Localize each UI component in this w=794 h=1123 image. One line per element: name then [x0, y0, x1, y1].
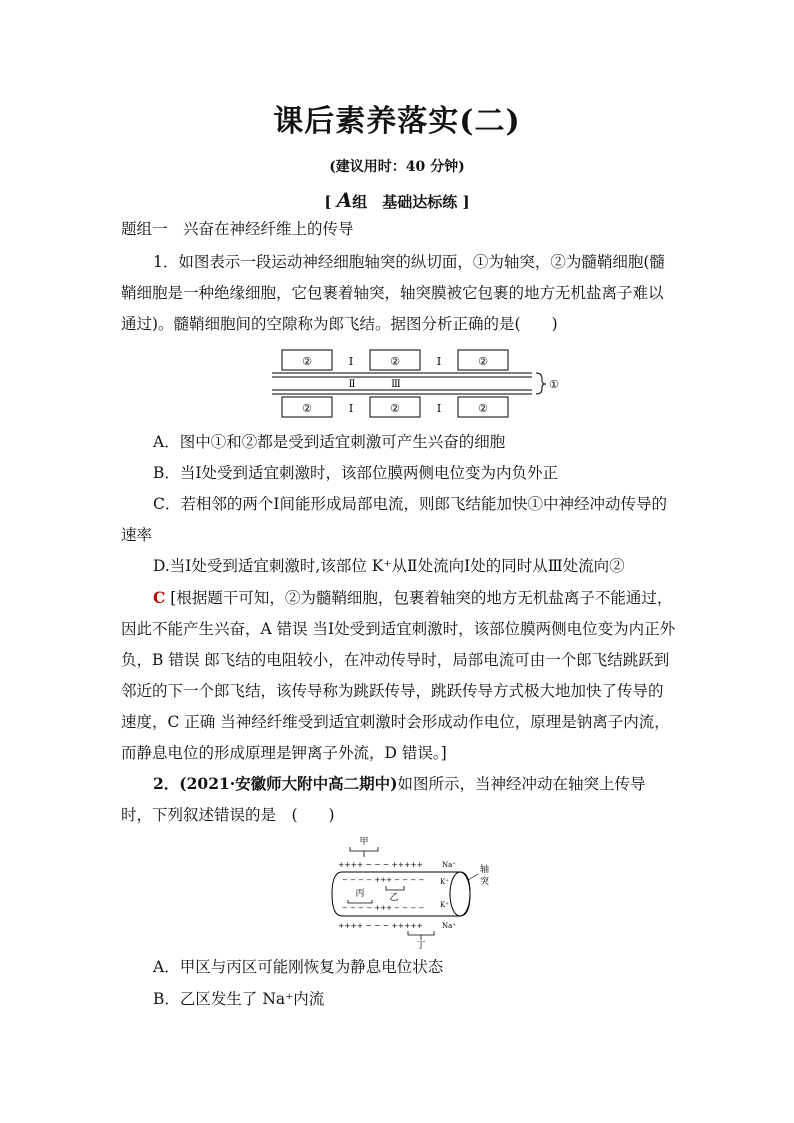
fig1-gap-label: Ⅰ: [436, 355, 442, 368]
fig1-box-label: ②: [478, 355, 488, 368]
axon-myelin-figure: [270, 348, 570, 424]
q2-stem: 如图所示，当神经冲动在轴突上传导时，下列叙述错误的是 ( ): [121, 775, 646, 824]
myelin-bottom-row: [282, 397, 508, 417]
q1-option-d: D.当Ⅰ处受到适宜刺激时,该部位 K⁺从Ⅱ处流向Ⅰ处的同时从Ⅲ处流向②: [153, 557, 625, 575]
q1-answer: C: [153, 588, 166, 607]
q2-option-b: B．乙区发生了 Na⁺内流: [153, 990, 325, 1008]
q2-stem-block: [121, 768, 676, 831]
bracket-left: [: [324, 193, 332, 211]
fig2-top-row: ++++ − − − +++++: [338, 860, 423, 869]
fig1-box-label: ②: [478, 402, 488, 415]
time-note: (建议用时：40 分钟): [329, 159, 465, 175]
fig2-ding: 丁: [416, 941, 426, 950]
bracket-right: ]: [462, 193, 470, 211]
fig1-box-label: ②: [390, 402, 400, 415]
fig1-box-label: ②: [390, 355, 400, 368]
fig1-inner-III: Ⅲ: [391, 379, 401, 390]
q1-option-c: C．若相邻的两个Ⅰ间能形成局部电流，则郎飞结能加快①中神经冲动传导的速率: [121, 495, 667, 544]
q1-answer-block: [121, 582, 676, 769]
myelin-top-row: [282, 350, 508, 370]
fig2-bot-row: ++++ − − − +++++: [338, 921, 423, 930]
axon-lines: [272, 373, 559, 394]
q1-stem: 1．如图表示一段运动神经细胞轴突的纵切面，①为轴突，②为髓鞘细胞(髓鞘细胞是一种绝缘细胞，它包裹着轴突，轴突膜被它包裹的地方无机盐离子难以通过)。髓鞘细胞间的空隙称为郎飞结。据图分析正确的是( ): [121, 253, 665, 333]
group-heading: [0, 188, 794, 212]
fig2-bing: 丙: [355, 889, 365, 899]
fig2-axon: 轴: [480, 865, 490, 875]
fig2-yi: 乙: [389, 893, 399, 903]
fig2-inner-top: − − − − +++ − − − −: [342, 876, 425, 884]
fig2-na-top: Na⁺: [442, 861, 456, 869]
fig1-inner-II: Ⅱ: [348, 379, 356, 390]
q1-option-b: B．当Ⅰ处受到适宜刺激时，该部位膜两侧电位变为内负外正: [153, 464, 559, 482]
fig1-axon-label: ①: [549, 378, 559, 391]
fig2-inner-bot: − − − − +++ − − − −: [342, 904, 425, 912]
nerve-impulse-figure: [330, 834, 500, 950]
brace-icon: [536, 373, 546, 394]
fig2-na-bot: Na⁺: [442, 922, 456, 930]
fig2-k-bot: K⁺: [440, 901, 449, 909]
q2-source: 2．(2021·安徽师大附中高二期中): [153, 774, 398, 793]
fig1-box-label: ②: [302, 355, 312, 368]
section-heading: 题组一 兴奋在神经纤维上的传导: [121, 220, 354, 238]
group-label: 组 基础达标练: [352, 193, 458, 211]
group-letter: A: [336, 188, 353, 212]
q1-option-a: A．图中①和②都是受到适宜刺激可产生兴奋的细胞: [153, 433, 506, 451]
fig1-gap-label: Ⅰ: [436, 402, 442, 415]
fig2-jia: 甲: [359, 837, 369, 847]
q1-explanation: [根据题干可知，②为髓鞘细胞，包裹着轴突的地方无机盐离子不能通过，因此不能产生兴奋，A 错误 当Ⅰ处受到适宜刺激时，该部位膜两侧电位变为内正外负，B 错误 郎飞结的电阻较小，在冲动传导时，局部电流可由一个郎飞结跳跃到邻近的下一个郎飞结，该传导称为跳跃传导，跳跃传导方式极大地加快了传导的速度，C 正确 当神经纤维受到适宜刺激时会形成动作电位，原理是钠离子内流，而静息电位的形成原理是钾离子外流，D 错误。]: [121, 589, 676, 762]
fig1-box-label: ②: [302, 402, 312, 415]
q2-option-a: A．甲区与丙区可能刚恢复为静息电位状态: [153, 958, 444, 976]
fig2-axon2: 突: [480, 877, 490, 887]
fig2-k-top: K⁺: [440, 878, 449, 886]
page-title: 课后素养落实(二): [273, 104, 521, 139]
fig1-gap-label: Ⅰ: [348, 402, 354, 415]
fig1-gap-label: Ⅰ: [348, 355, 354, 368]
